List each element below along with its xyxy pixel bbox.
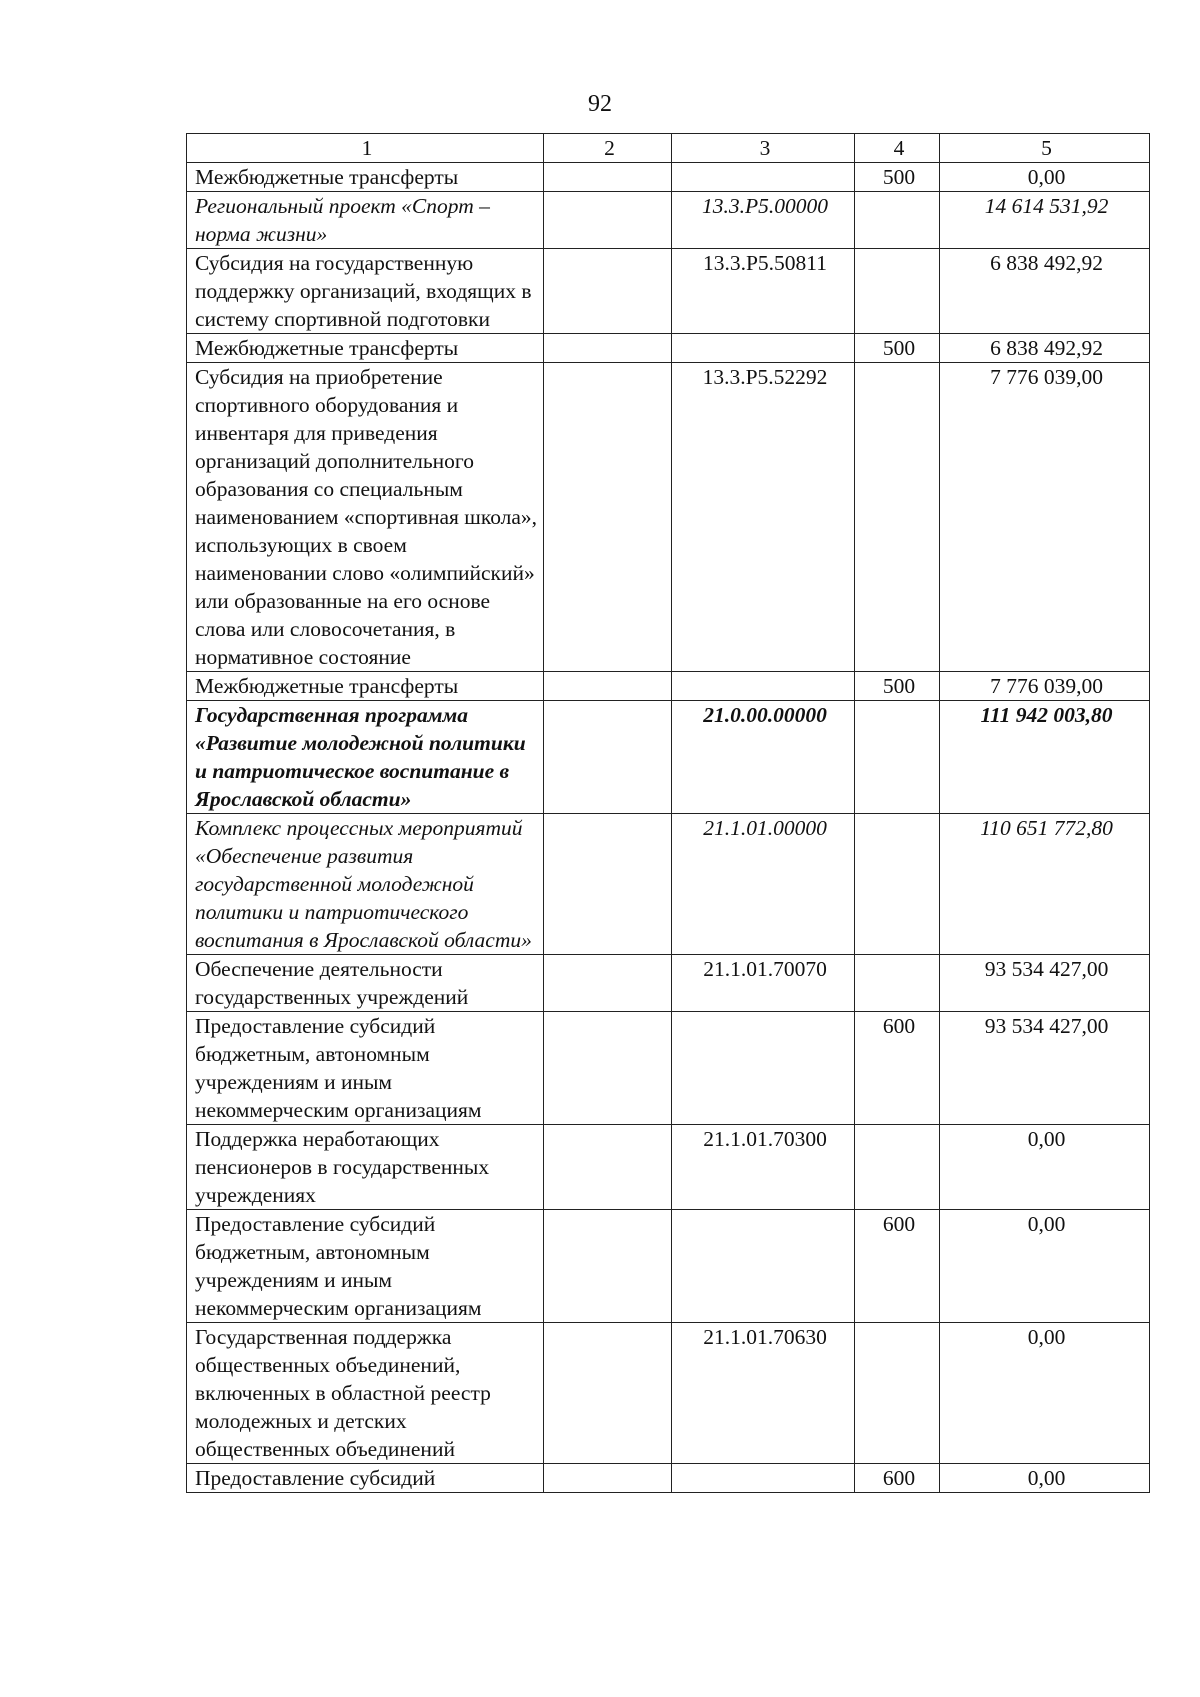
row-column-2-cell — [544, 334, 672, 363]
row-name-cell: Комплекс процессных мероприятий «Обеспечение развития государственной молодежной политики и патриотического воспитания в Ярославской области» — [187, 814, 544, 955]
row-code-cell — [672, 672, 855, 701]
row-type-cell — [855, 363, 940, 672]
table-header-row — [187, 134, 1150, 163]
row-column-2-cell — [544, 1210, 672, 1323]
row-column-2-cell — [544, 814, 672, 955]
row-code-cell: 13.3.Р5.52292 — [672, 363, 855, 672]
row-amount-cell: 7 776 039,00 — [940, 672, 1150, 701]
row-amount-cell: 93 534 427,00 — [940, 955, 1150, 1012]
row-column-2-cell — [544, 249, 672, 334]
row-name-cell: Обеспечение деятельности государственных учреждений — [187, 955, 544, 1012]
row-code-cell: 21.1.01.00000 — [672, 814, 855, 955]
column-header-3: 3 — [672, 134, 855, 163]
row-column-2-cell — [544, 701, 672, 814]
row-name-cell: Государственная программа «Развитие молодежной политики и патриотическое воспитание в Ярославской области» — [187, 701, 544, 814]
row-name-cell: Предоставление субсидий бюджетным, автономным учреждениям и иным некоммерческим организациям — [187, 1012, 544, 1125]
table-row — [187, 1210, 1150, 1323]
row-name-cell: Государственная поддержка общественных объединений, включенных в областной реестр молодежных и детских общественных объединений — [187, 1323, 544, 1464]
row-column-2-cell — [544, 1323, 672, 1464]
row-column-2-cell — [544, 672, 672, 701]
row-type-cell: 500 — [855, 334, 940, 363]
row-column-2-cell — [544, 1012, 672, 1125]
row-amount-cell: 93 534 427,00 — [940, 1012, 1150, 1125]
row-name-cell: Поддержка неработающих пенсионеров в государственных учреждениях — [187, 1125, 544, 1210]
row-code-cell: 21.1.01.70300 — [672, 1125, 855, 1210]
budget-table — [186, 133, 1150, 1493]
row-column-2-cell — [544, 1464, 672, 1493]
row-type-cell — [855, 1323, 940, 1464]
table-row — [187, 163, 1150, 192]
row-code-cell — [672, 334, 855, 363]
row-name-cell: Субсидия на приобретение спортивного оборудования и инвентаря для приведения организаций дополнительного образования со специальным наименованием «спортивная школа», использующих в своем наименовании слово «олимпийский» или образованные на его основе слова или словосочетания, в нормативное состояние — [187, 363, 544, 672]
row-type-cell: 500 — [855, 163, 940, 192]
table-row — [187, 192, 1150, 249]
row-type-cell — [855, 701, 940, 814]
row-code-cell: 21.1.01.70070 — [672, 955, 855, 1012]
row-name-cell: Межбюджетные трансферты — [187, 672, 544, 701]
row-type-cell — [855, 955, 940, 1012]
row-code-cell — [672, 1210, 855, 1323]
column-header-4: 4 — [855, 134, 940, 163]
table-row — [187, 363, 1150, 672]
row-type-cell: 600 — [855, 1464, 940, 1493]
row-code-cell: 13.3.Р5.50811 — [672, 249, 855, 334]
column-header-2: 2 — [544, 134, 672, 163]
row-type-cell — [855, 192, 940, 249]
table-row — [187, 814, 1150, 955]
row-amount-cell: 7 776 039,00 — [940, 363, 1150, 672]
row-name-cell: Межбюджетные трансферты — [187, 163, 544, 192]
row-name-cell: Предоставление субсидий бюджетным, автономным учреждениям и иным некоммерческим организациям — [187, 1210, 544, 1323]
table-body — [187, 163, 1150, 1493]
row-amount-cell: 0,00 — [940, 163, 1150, 192]
table-row — [187, 1125, 1150, 1210]
row-amount-cell: 111 942 003,80 — [940, 701, 1150, 814]
table-row — [187, 672, 1150, 701]
table-row — [187, 955, 1150, 1012]
row-column-2-cell — [544, 363, 672, 672]
table-row — [187, 1464, 1150, 1493]
row-type-cell: 600 — [855, 1210, 940, 1323]
row-code-cell: 21.1.01.70630 — [672, 1323, 855, 1464]
row-code-cell: 21.0.00.00000 — [672, 701, 855, 814]
row-name-cell: Межбюджетные трансферты — [187, 334, 544, 363]
table-row — [187, 1323, 1150, 1464]
page-number: 92 — [588, 91, 612, 117]
row-amount-cell: 14 614 531,92 — [940, 192, 1150, 249]
row-name-cell: Региональный проект «Спорт – норма жизни» — [187, 192, 544, 249]
row-column-2-cell — [544, 192, 672, 249]
row-amount-cell: 0,00 — [940, 1323, 1150, 1464]
table-row — [187, 701, 1150, 814]
table-row — [187, 334, 1150, 363]
row-amount-cell: 0,00 — [940, 1464, 1150, 1493]
row-amount-cell: 6 838 492,92 — [940, 249, 1150, 334]
table-row — [187, 1012, 1150, 1125]
row-code-cell — [672, 1464, 855, 1493]
table-row — [187, 249, 1150, 334]
row-column-2-cell — [544, 163, 672, 192]
row-amount-cell: 110 651 772,80 — [940, 814, 1150, 955]
row-code-cell — [672, 1012, 855, 1125]
row-type-cell — [855, 814, 940, 955]
row-code-cell: 13.3.Р5.00000 — [672, 192, 855, 249]
row-column-2-cell — [544, 1125, 672, 1210]
row-name-cell: Предоставление субсидий — [187, 1464, 544, 1493]
row-name-cell: Субсидия на государственную поддержку организаций, входящих в систему спортивной подготовки — [187, 249, 544, 334]
column-header-1: 1 — [187, 134, 544, 163]
row-type-cell — [855, 1125, 940, 1210]
column-header-5: 5 — [940, 134, 1150, 163]
row-column-2-cell — [544, 955, 672, 1012]
row-code-cell — [672, 163, 855, 192]
row-type-cell — [855, 249, 940, 334]
row-amount-cell: 0,00 — [940, 1125, 1150, 1210]
row-type-cell: 500 — [855, 672, 940, 701]
row-amount-cell: 0,00 — [940, 1210, 1150, 1323]
row-amount-cell: 6 838 492,92 — [940, 334, 1150, 363]
row-type-cell: 600 — [855, 1012, 940, 1125]
